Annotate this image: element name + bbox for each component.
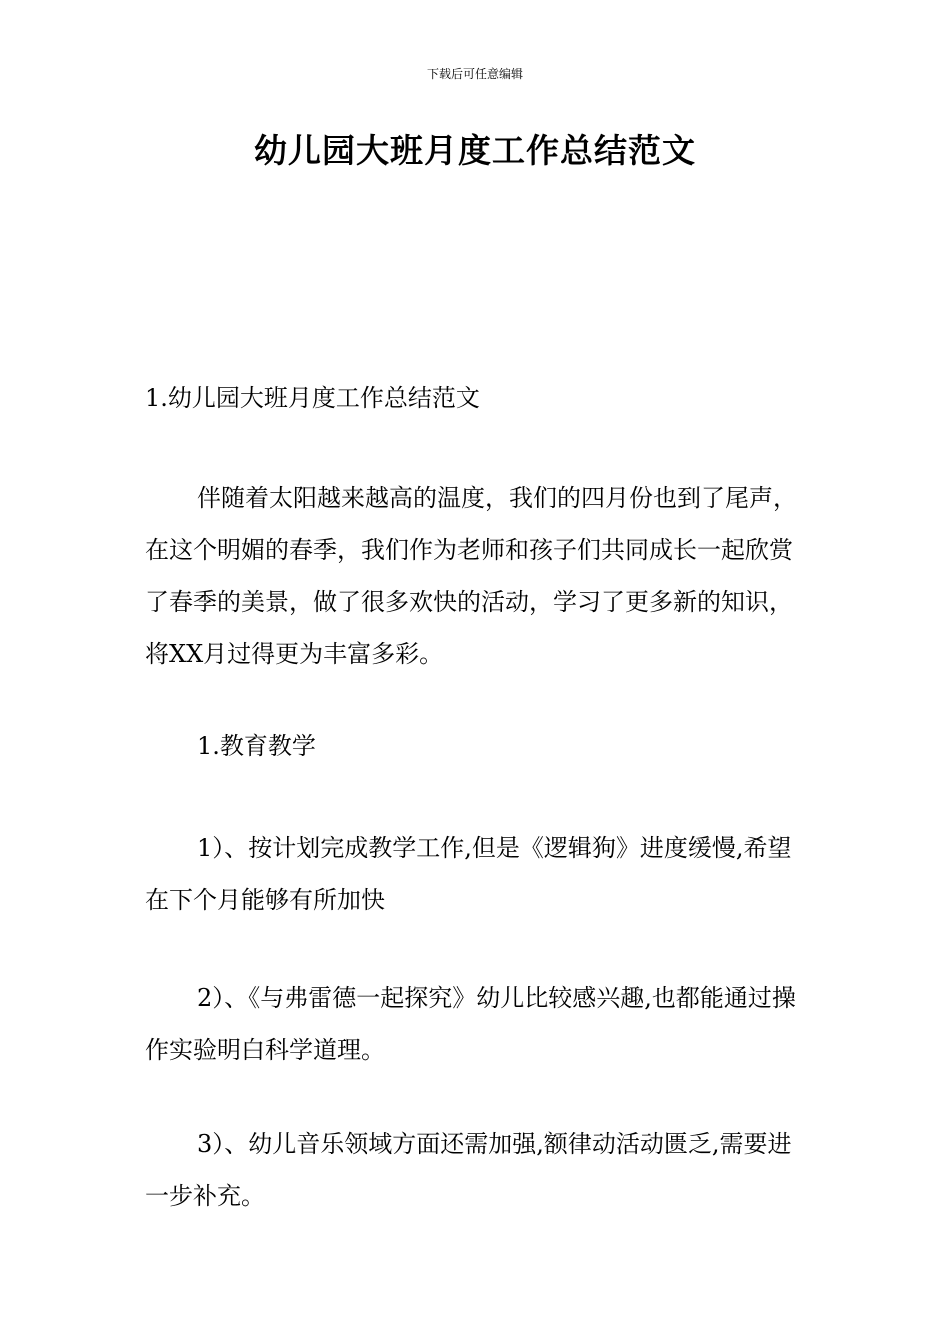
subheading-teaching: 1.教育教学 [197,732,316,760]
list-item-2: 2）、《与弗雷德一起探究》幼儿比较感兴趣,也都能通过操作实验明白科学道理。 [145,984,796,1064]
list-item-3: 3）、幼儿音乐领域方面还需加强,额律动活动匮乏,需要进一步补充。 [145,1130,792,1210]
section-heading: 1.幼儿园大班月度工作总结范文 [145,384,480,412]
header-note: 下载后可任意编辑 [426,67,523,81]
document-title: 幼儿园大班月度工作总结范文 [254,131,696,170]
list-item-1: 1）、按计划完成教学工作,但是《逻辑狗》进度缓慢,希望在下个月能够有所加快 [145,834,792,914]
intro-paragraph: 伴随着太阳越来越高的温度，我们的四月份也到了尾声，在这个明媚的春季，我们作为老师和孩子们共同成长一起欣赏了春季的美景，做了很多欢快的活动，学习了更多新的知识，将XX月过得更为丰富多彩。 [145,484,797,668]
